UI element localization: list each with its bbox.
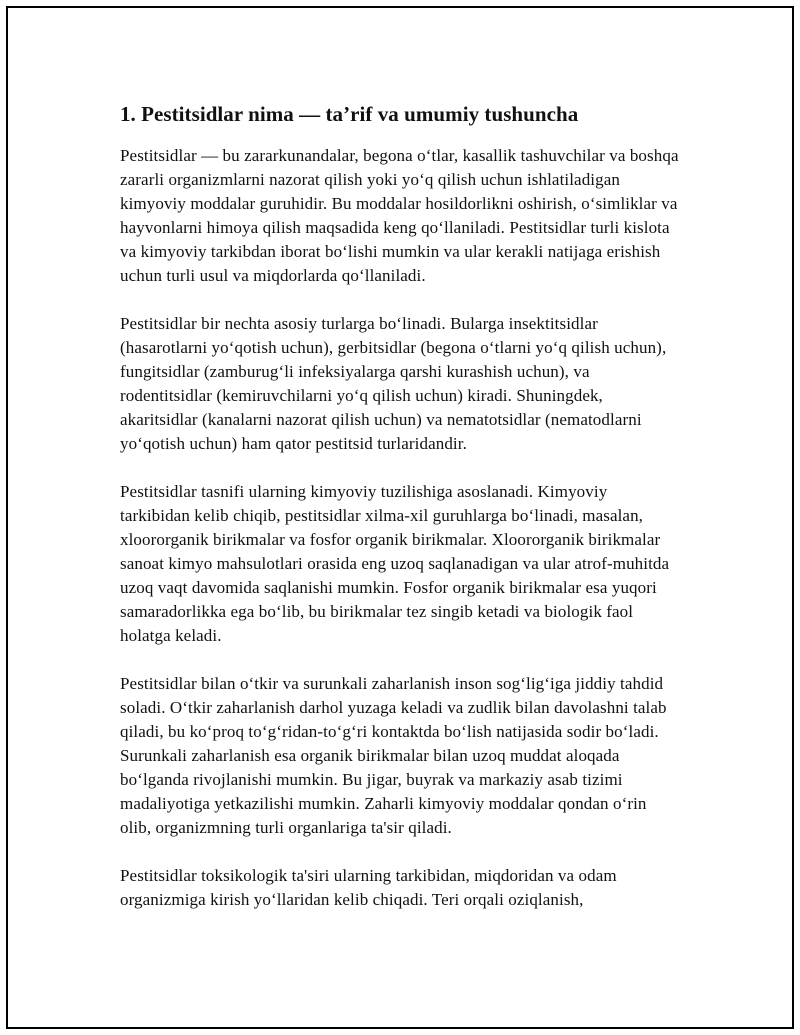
section-heading: 1. Pestitsidlar nima — ta’rif va umumiy tushuncha xyxy=(120,102,579,126)
paragraph-definition: Pestitsidlar — bu zararkunandalar, begona o‘tlar, kasallik tashuvchilar va boshqa zararli organizmlarni nazorat qilish yoki yo‘q qilish uchun ishlatiladigan kimyoviy moddalar guruhidir. Bu moddalar hosildorlikni oshirish, o‘simliklar va hayvonlarni himoya qilish maqsadida keng qo‘llaniladi. Pestitsidlar turli kislota va kimyoviy tarkibdan iborat bo‘lishi mumkin va ular kerakli natijaga erishish uchun turli usul va miqdorlarda qo‘llaniladi. xyxy=(120,146,679,285)
page-frame xyxy=(6,6,794,1029)
paragraph-poisoning: Pestitsidlar bilan o‘tkir va surunkali zaharlanish inson sog‘lig‘iga jiddiy tahdid soladi. O‘tkir zaharlanish darhol yuzaga keladi va zudlik bilan davolashni talab qiladi, bu ko‘proq to‘g‘ridan-to‘g‘ri kontaktda bo‘lish natijasida sodir bo‘ladi. Surunkali zaharlanish esa organik birikmalar bilan uzoq muddat aloqada bo‘lganda rivojlanishi mumkin. Bu jigar, buyrak va markaziy asab tizimi madaliyotiga yetkazilishi mumkin. Zaharli kimyoviy moddalar qondan o‘rin olib, organizmning turli organlariga ta'sir qiladi. xyxy=(120,674,667,837)
document-body xyxy=(120,100,680,936)
paragraph-types: Pestitsidlar bir nechta asosiy turlarga bo‘linadi. Bularga insektitsidlar (hasarotlarni yo‘qotish uchun), gerbitsidlar (begona o‘tlarni yo‘q qilish uchun), fungitsidlar (zamburug‘li infeksiyalarga qarshi kurashish uchun), va rodentitsidlar (kemiruvchilarni yo‘q qilish uchun) kiradi. Shuningdek, akaritsidlar (kanalarni nazorat qilish uchun) va nematotsidlar (nematodlarni yo‘qotish uchun) ham qator pestitsid turlaridandir. xyxy=(120,314,667,453)
paragraph-toxicology: Pestitsidlar toksikologik ta'siri ularning tarkibidan, miqdoridan va odam organizmiga kirish yo‘llaridan kelib chiqadi. Teri orqali oziqlanish, xyxy=(120,866,617,909)
paragraph-classification: Pestitsidlar tasnifi ularning kimyoviy tuzilishiga asoslanadi. Kimyoviy tarkibidan kelib chiqib, pestitsidlar xilma-xil guruhlarga bo‘linadi, masalan, xloororganik birikmalar va fosfor organik birikmalar. Xloororganik birikmalar sanoat kimyo mahsulotlari orasida eng uzoq saqlanadigan va ular atrof-muhitda uzoq vaqt davomida saqlanishi mumkin. Fosfor organik birikmalar esa yuqori samaradorlikka ega bo‘lib, bu birikmalar tez singib ketadi va biologik faol holatga keladi. xyxy=(120,482,670,645)
